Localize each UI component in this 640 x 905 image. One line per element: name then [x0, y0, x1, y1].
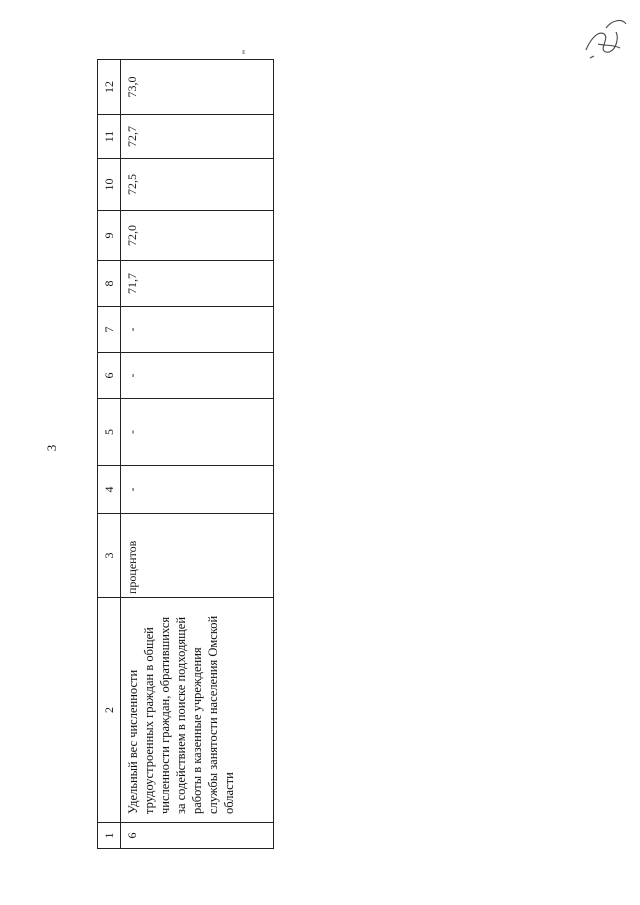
value-cell: 71,7: [121, 261, 274, 307]
unit-cell: процентов: [121, 514, 274, 598]
table-row: [121, 60, 274, 849]
closing-quote: ": [240, 49, 253, 55]
indicator-name: Удельный вес численности трудоустроенных граждан в общей численности граждан, обратившихся за содействием в поиске подходящей работы в казенные учреждения службы занятости населения Омской области: [121, 598, 274, 823]
header-cell: 4: [98, 466, 121, 514]
value-cell: -: [121, 399, 274, 466]
header-cell: 10: [98, 159, 121, 211]
header-cell: 3: [98, 514, 121, 598]
header-cell: 7: [98, 307, 121, 353]
header-cell: 2: [98, 598, 121, 823]
page-number: 3: [44, 444, 59, 452]
value-cell: -: [121, 466, 274, 514]
header-cell: 11: [98, 115, 121, 159]
signature-icon: [576, 10, 634, 65]
value-cell: -: [121, 353, 274, 399]
row-number: 6: [121, 823, 274, 849]
value-cell: 72,7: [121, 115, 274, 159]
value-cell: 72,5: [121, 159, 274, 211]
value-cell: 72,0: [121, 211, 274, 261]
indicator-table: [97, 59, 274, 849]
indicator-table-region: [97, 60, 269, 849]
header-row: [98, 60, 121, 849]
value-cell: -: [121, 307, 274, 353]
header-cell: 12: [98, 60, 121, 115]
value-cell: 73,0: [121, 60, 274, 115]
header-cell: 5: [98, 399, 121, 466]
header-cell: 6: [98, 353, 121, 399]
header-cell: 9: [98, 211, 121, 261]
header-cell: 1: [98, 823, 121, 849]
header-cell: 8: [98, 261, 121, 307]
